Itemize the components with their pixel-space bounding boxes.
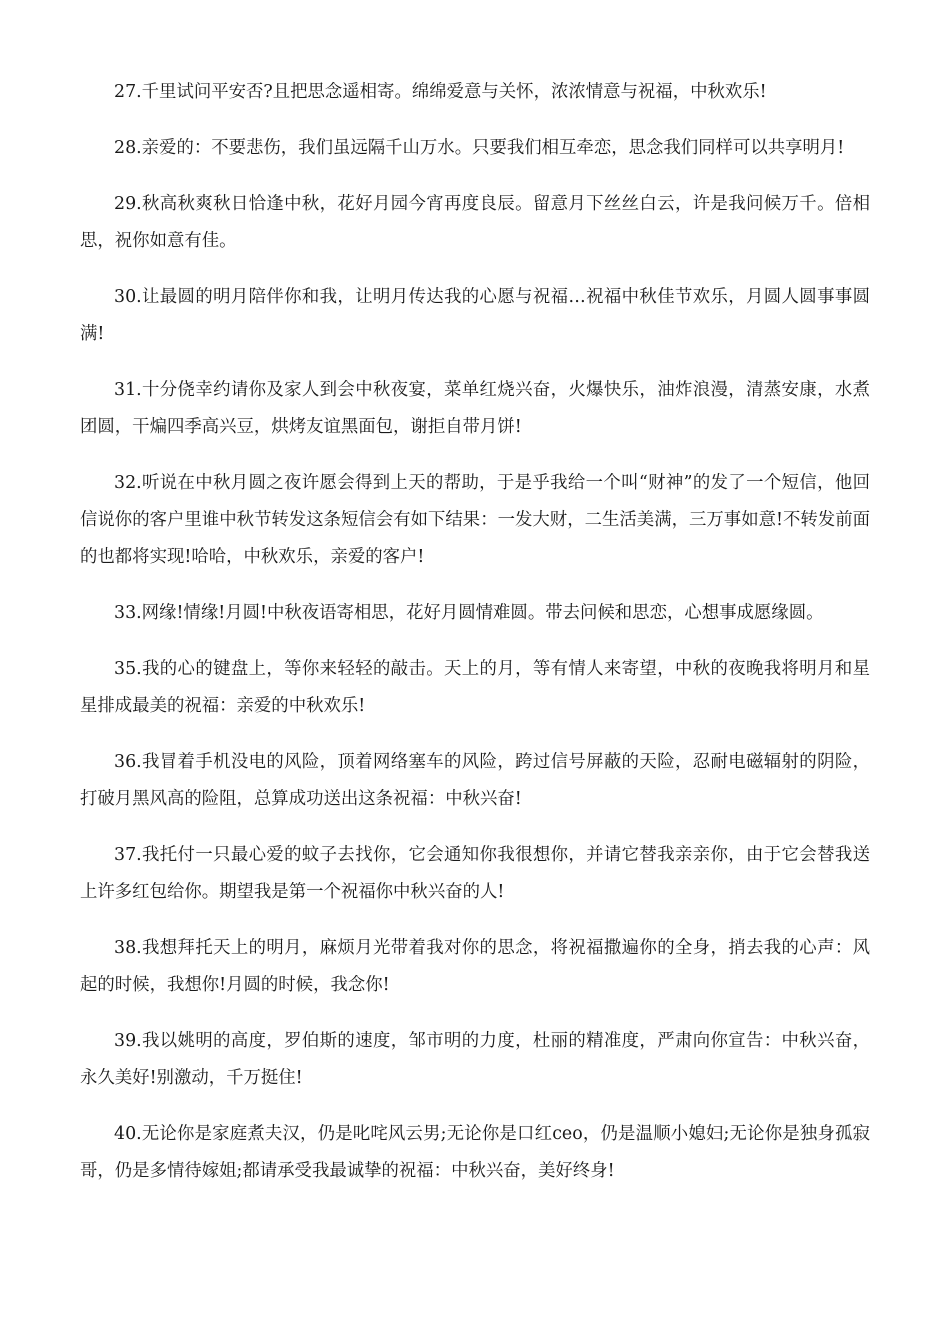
paragraph-35: 35.我的心的键盘上，等你来轻轻的敲击。天上的月，等有情人来寄望，中秋的夜晚我将明月和星星排成最美的祝福：亲爱的中秋欢乐!: [80, 659, 870, 716]
paragraph-28: 28.亲爱的：不要悲伤，我们虽远隔千山万水。只要我们相互牵恋，思念我们同样可以共享明月!: [114, 138, 845, 158]
paragraph-37: 37.我托付一只最心爱的蚊子去找你，它会通知你我很想你，并请它替我亲亲你，由于它会替我送上许多红包给你。期望我是第一个祝福你中秋兴奋的人!: [80, 845, 870, 902]
paragraph-32: 32.听说在中秋月圆之夜许愿会得到上天的帮助，于是乎我给一个叫“财神”的发了一个短信，他回信说你的客户里谁中秋节转发这条短信会有如下结果：一发大财，二生活美满，三万事如意!不转发前面的也都将实现!哈哈，中秋欢乐，亲爱的客户!: [80, 473, 870, 567]
paragraph-30: 30.让最圆的明月陪伴你和我，让明月传达我的心愿与祝福…祝福中秋佳节欢乐，月圆人圆事事圆满!: [80, 287, 870, 344]
paragraph-36: 36.我冒着手机没电的风险，顶着网络塞车的风险，跨过信号屏蔽的天险，忍耐电磁辐射的阴险，打破月黑风高的险阻，总算成功送出这条祝福：中秋兴奋!: [80, 752, 870, 809]
paragraph-38: 38.我想拜托天上的明月，麻烦月光带着我对你的思念，将祝福撒遍你的全身，捎去我的心声：风起的时候，我想你!月圆的时候，我念你!: [80, 938, 870, 995]
paragraph-27: 27.千里试问平安否?且把思念遥相寄。绵绵爱意与关怀，浓浓情意与祝福，中秋欢乐!: [114, 82, 767, 102]
paragraph-31: 31.十分侥幸约请你及家人到会中秋夜宴，菜单红烧兴奋，火爆快乐，油炸浪漫，清蒸安康，水煮团圆，干煸四季高兴豆，烘烤友谊黑面包，谢拒自带月饼!: [80, 380, 870, 437]
paragraph-39: 39.我以姚明的高度，罗伯斯的速度，邹市明的力度，杜丽的精准度，严肃向你宣告：中秋兴奋，永久美好!别激动，千万挺住!: [80, 1031, 870, 1088]
paragraph-33: 33.网缘!情缘!月圆!中秋夜语寄相思，花好月圆情难圆。带去问候和思恋，心想事成愿缘圆。: [114, 603, 824, 623]
paragraph-29: 29.秋高秋爽秋日恰逢中秋，花好月园今宵再度良辰。留意月下丝丝白云，许是我问候万千。倍相思，祝你如意有佳。: [80, 194, 870, 251]
paragraph-40: 40.无论你是家庭煮夫汉，仍是叱咤风云男;无论你是口红ceo，仍是温顺小媳妇;无论你是独身孤寂哥，仍是多情待嫁姐;都请承受我最诚挚的祝福：中秋兴奋，美好终身!: [80, 1124, 870, 1181]
